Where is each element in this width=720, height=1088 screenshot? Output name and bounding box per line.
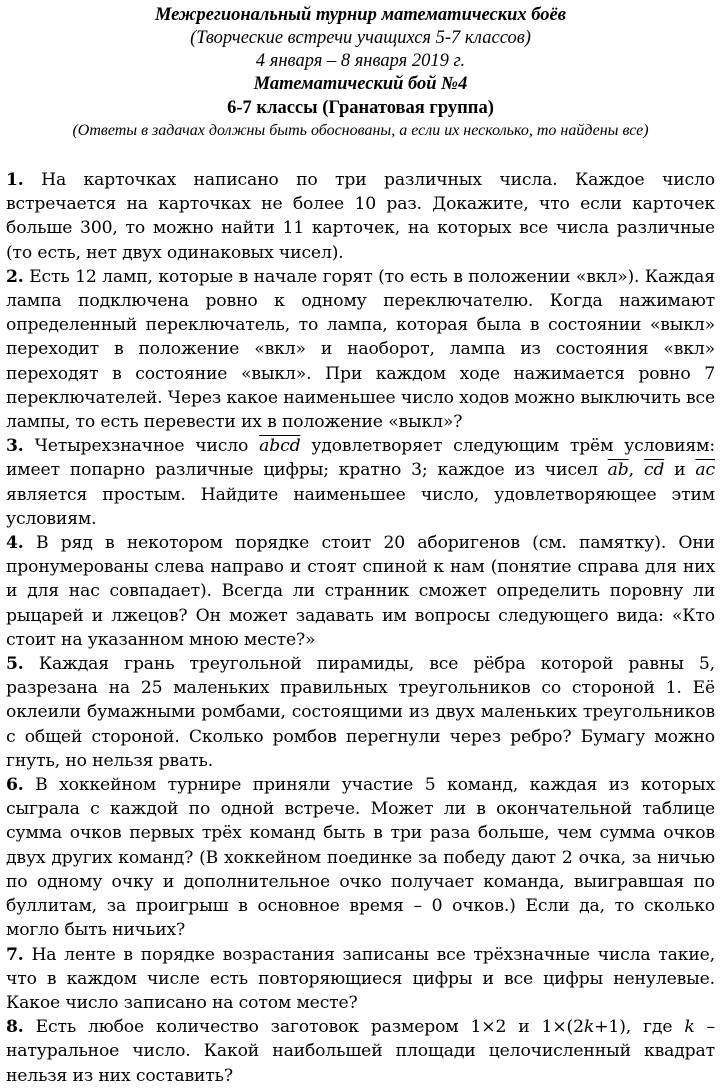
problem-text: В ряд в некотором порядке стоит 20 аборигенов (см. памятку). Они пронумерованы слева направо и стоят спиной к нам (понятие справа для них и для нас совпадает). Всегда ли странник сможет определить поровну ли рыцарей и лжецов? Он может задавать им вопросы следующего вида: «Кто стоит на указанном мною месте?» — [6, 533, 715, 650]
tournament-title: Межрегиональный турнир математических боёв — [154, 5, 567, 25]
problem-text: Есть 12 ламп, которые в начале горят (то есть в положении «вкл»). Каждая лампа подключена ровно к одному переключателю. Когда нажимают определенный переключатель, то лампа, которая была в состоянии «выкл» переходит в положение «вкл» и наоборот, лампа из состояния «вкл» переходят в состояние «выкл». При каждом ходе нажимается ровно 7 переключателей. Через какое наименьшее число ходов можно выключить все лампы, то есть перевести их в положение «выкл»? — [6, 266, 715, 433]
instructions-note: (Ответы в задачах должны быть обоснованы, а если их несколько, то найдены все) — [72, 122, 649, 139]
problem-1 — [6, 168, 715, 265]
tournament-subtitle: (Творческие встречи учащихся 5-7 классов) — [190, 28, 531, 48]
problem-text: В хоккейном турнире приняли участие 5 команд, каждая из которых сыграла с каждой по одной встрече. Может ли в окончательной таблице сумма очков первых трёх команд быть в три раза больше, чем сумма очков двух других команд? (В хоккейном поединке за победу дают 2 очка, за ничью по одному очку и дополнительное очко получает команда, выигравшая по буллитам, за проигрыш в основное время – 0 очков.) Если да, то сколько могло быть ничьих? — [6, 775, 715, 941]
problem-text-part: является простым. Найдите наименьшее число, удовлетворяющее этим условиям. — [6, 484, 715, 529]
group-title: 6-7 классы (Гранатовая группа) — [227, 98, 494, 118]
problem-text-part: удовлетворяет следующим трём условиям: имеет попарно различные цифры; кратно 3; каждое из чисел — [6, 436, 715, 481]
problem-text-part: +1), где — [594, 1017, 685, 1038]
problem-number: 6. — [6, 775, 24, 796]
problem-number: 5. — [6, 654, 24, 675]
overline-number-ac: $\overline{ac}$ — [695, 460, 715, 481]
problem-number: 1. — [6, 170, 24, 190]
problem-text-part: – натуральное число. Какой наибольшей площади целочисленный квадрат нельзя из них составить? — [6, 1017, 715, 1086]
header — [6, 4, 715, 142]
problem-8 — [6, 1015, 715, 1088]
problem-text-part: и — [664, 460, 696, 481]
variable-k: k — [684, 1017, 695, 1038]
problem-number: 3. — [6, 436, 24, 457]
problem-text-part: , — [628, 460, 644, 481]
problem-text: Каждая грань треугольной пирамиды, все рёбра которой равны 5, разрезана на 25 маленьких правильных треугольников со стороной 1. Её оклеили бумажными ромбами, состоящими из двух маленьких треугольников с общей стороной. Сколько ромбов перегнули через ребро? Бумагу можно гнуть, но нельзя рвать. — [6, 654, 715, 771]
overline-number-abcd: abcd — [259, 436, 301, 457]
variable-k: k — [583, 1017, 595, 1038]
problem-3 — [6, 434, 715, 531]
problem-2 — [6, 265, 715, 434]
battle-title: Математический бой №4 — [253, 74, 468, 94]
problem-text-part: Есть любое количество заготовок размером 1×2 и 1×(2 — [35, 1017, 584, 1038]
problem-text: На ленте в порядке возрастания записаны все трёхзначные числа такие, что в каждом числе есть повторяющиеся цифры и все цифры ненулевые. Какое число записано на сотом месте? — [6, 944, 715, 1013]
problem-number: 8. — [6, 1017, 24, 1038]
problem-number: 4. — [6, 533, 24, 554]
problem-text-part: Четырехзначное число — [34, 436, 260, 457]
problem-6 — [6, 773, 715, 942]
problem-5 — [6, 652, 715, 773]
tournament-dates: 4 января – 8 января 2019 г. — [255, 51, 466, 71]
overline-number-ab: $\overline{ab}$ — [607, 460, 629, 481]
problem-list — [6, 168, 715, 1088]
problem-text: На карточках написано по три различных числа. Каждое число встречается на карточках не более 10 раз. Докажите, что если карточек больше 300, то можно найти 11 карточек, на которых все числа различные (то есть, нет двух одинаковых чисел). — [6, 170, 715, 263]
problem-4 — [6, 531, 715, 652]
problem-7 — [6, 943, 715, 1016]
overline-number-cd: $\overline{cd}$ — [643, 460, 665, 481]
problem-number: 7. — [6, 944, 24, 965]
problem-number: 2. — [6, 266, 24, 287]
